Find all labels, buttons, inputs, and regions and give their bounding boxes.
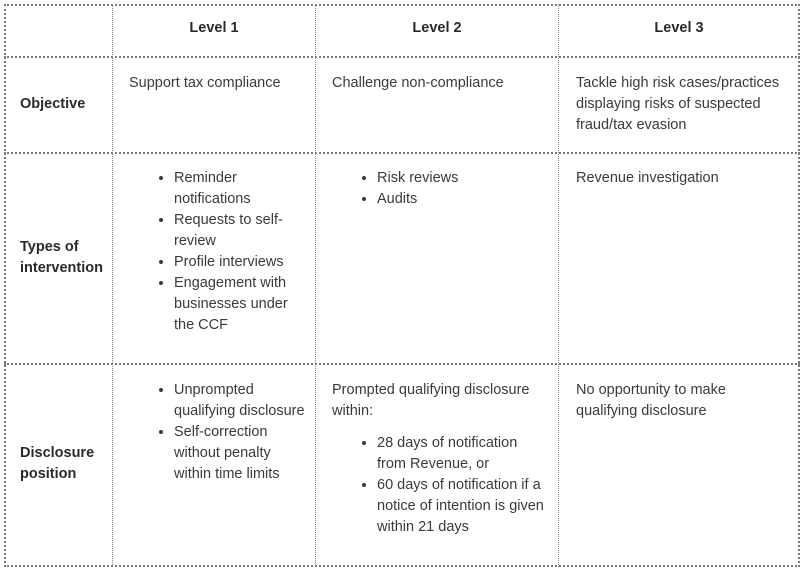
column-divider <box>112 4 113 567</box>
objective-level-2: Challenge non-compliance <box>332 75 504 91</box>
table-border-bottom <box>4 565 800 567</box>
row-divider <box>4 152 800 154</box>
bullet-list <box>128 380 308 485</box>
bullet-list <box>331 168 551 210</box>
column-divider <box>315 4 316 567</box>
list-item: • Requests to self-review <box>174 210 308 252</box>
column-header-level-3: Level 3 <box>654 20 704 36</box>
list-item: • Audits <box>377 189 551 210</box>
bullet-list <box>332 433 547 538</box>
table-border-right <box>798 4 800 567</box>
row-header-line: Types of <box>20 239 79 255</box>
row-header-line: intervention <box>20 260 103 276</box>
list-item: • 28 days of notification from Revenue, or <box>377 433 547 475</box>
types-level-1 <box>128 168 308 336</box>
list-item: • 60 days of notification if a notice of intention is given within 21 days <box>377 475 547 538</box>
list-item: • Engagement with businesses under the CCF <box>174 273 308 336</box>
row-header-disclosure-position <box>20 443 94 485</box>
objective-level-1: Support tax compliance <box>129 75 281 91</box>
table-border-top <box>4 4 800 6</box>
list-item: • Risk reviews <box>377 168 551 189</box>
row-header-line: position <box>20 466 77 482</box>
row-header-objective: Objective <box>20 96 86 112</box>
row-header-line: Disclosure <box>20 445 95 461</box>
disclosure-level-2 <box>332 380 552 538</box>
row-divider <box>4 363 800 365</box>
column-divider <box>558 4 559 567</box>
list-item: • Self-correction without penalty within time limits <box>174 422 308 485</box>
disclosure-level-3: No opportunity to make qualifying disclosure <box>576 382 726 419</box>
table-border-left <box>4 4 6 567</box>
objective-level-3: Tackle high risk cases/practices displaying risks of suspected fraud/tax evasion <box>576 75 780 133</box>
row-header-types-of-intervention <box>20 237 103 279</box>
column-header-level-2: Level 2 <box>412 20 462 36</box>
row-divider <box>4 56 800 58</box>
list-item: • Unprompted qualifying disclosure <box>174 380 308 422</box>
types-level-2 <box>331 168 551 210</box>
types-level-3: Revenue investigation <box>576 170 719 186</box>
disclosure-level-1 <box>128 380 308 485</box>
disclosure-intro: Prompted qualifying disclosure within: <box>332 382 530 419</box>
list-item: • Profile interviews <box>174 252 308 273</box>
column-header-level-1: Level 1 <box>189 20 239 36</box>
list-item: • Reminder notifications <box>174 168 308 210</box>
bullet-list <box>128 168 308 336</box>
